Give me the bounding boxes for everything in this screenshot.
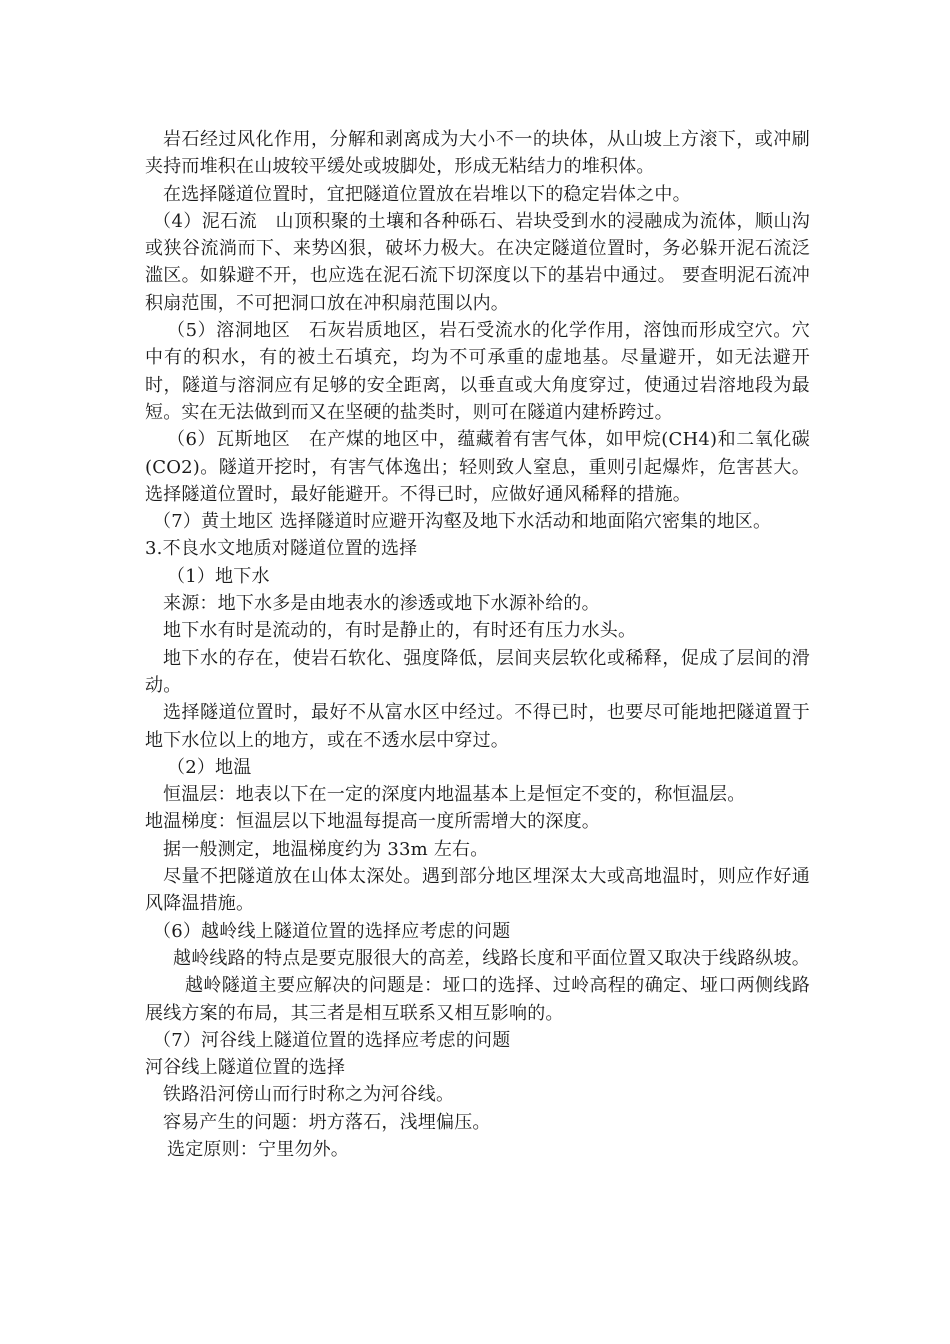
section-heading-hydrogeology: 3.不良水文地质对隧道位置的选择 (145, 538, 418, 560)
document-body (145, 126, 810, 1163)
paragraph-depth-advice: 尽量不把隧道放在山体太深处。遇到部分地区埋深太大或高地温时，则应作好通风降温措施。 (145, 866, 810, 915)
paragraph-rock-weathering: 岩石经过风化作用，分解和剥离成为大小不一的块体，从山坡上方滚下，或冲刷夹持而堆积在山坡较平缓处或坡脚处，形成无粘结力的堆积体。 (145, 129, 810, 178)
subheading-ground-temperature: （2）地温 (167, 756, 252, 778)
subheading-groundwater: （1）地下水 (167, 565, 270, 587)
paragraph-talus-placement: 在选择隧道位置时，宜把隧道位置放在岩堆以下的稳定岩体之中。 (163, 183, 691, 205)
paragraph-groundwater-state: 地下水有时是流动的，有时是静止的，有时还有压力水头。 (163, 620, 637, 642)
paragraph-debris-flow: （4）泥石流 山顶积聚的土壤和各种砾石、岩块受到水的浸融成为流体，顺山沟或狭谷流淌而下、来势凶狠，破坏力极大。在决定隧道位置时，务必躲开泥石流泛滥区。如躲避不开，也应选在泥石流下切深度以下的基岩中通过。 要查明泥石流冲积扇范围，不可把洞口放在冲积扇范围以内。 (145, 210, 810, 314)
paragraph-groundwater-source: 来源：地下水多是由地表水的渗透或地下水源补给的。 (163, 593, 600, 615)
paragraph-constant-temp-layer: 恒温层：地表以下在一定的深度内地温基本上是恒定不变的，称恒温层。 (163, 784, 746, 806)
paragraph-valley-definition: 铁路沿河傍山而行时称之为河谷线。 (163, 1084, 455, 1106)
heading-valley-line: （7）河谷线上隧道位置的选择应考虑的问题 (153, 1029, 511, 1051)
paragraph-groundwater-selection: 选择隧道位置时，最好不从富水区中经过。不得已时，也要尽可能地把隧道置于地下水位以上的地方，或在不透水层中穿过。 (145, 702, 810, 751)
paragraph-karst-cave: （5）溶洞地区 石灰岩质地区，岩石受流水的化学作用，溶蚀而形成空穴。穴中有的积水，有的被土石填充，均为不可承重的虚地基。尽量避开，如无法避开时，隧道与溶洞应有足够的安全距离，以垂直或大角度穿过，使通过岩溶地段为最短。实在无法做到而又在坚硬的盐类时，则可在隧道内建桥跨过。 (145, 320, 810, 423)
paragraph-selection-principle: 选定原则：宁里勿外。 (167, 1138, 349, 1160)
paragraph-loess-area: （7）黄土地区 选择隧道时应避开沟壑及地下水活动和地面陷穴密集的地区。 (153, 511, 772, 533)
paragraph-valley-problems: 容易产生的问题：坍方落石，浅埋偏压。 (163, 1111, 491, 1133)
paragraph-ridge-problems: 越岭隧道主要应解决的问题是：垭口的选择、过岭高程的确定、垭口两侧线路展线方案的布局，其三者是相互联系又相互影响的。 (145, 975, 810, 1024)
paragraph-gradient-measurement: 据一般测定，地温梯度约为 33m 左右。 (163, 838, 489, 860)
paragraph-geothermal-gradient: 地温梯度：恒温层以下地温每提高一度所需增大的深度。 (145, 811, 600, 833)
paragraph-groundwater-effect: 地下水的存在，使岩石软化、强度降低，层间夹层软化或稀释，促成了层间的滑动。 (145, 647, 810, 696)
paragraph-ridge-features: 越岭线路的特点是要克服很大的高差，线路长度和平面位置又取决于线路纵坡。 (173, 947, 810, 969)
subheading-valley-selection: 河谷线上隧道位置的选择 (145, 1057, 346, 1079)
paragraph-gas-area: （6）瓦斯地区 在产煤的地区中，蕴藏着有害气体，如甲烷(CH4)和二氧化碳(CO2)。隧道开挖时，有害气体逸出；轻则致人窒息，重则引起爆炸，危害甚大。选择隧道位置时，最好能避开。不得已时，应做好通风稀释的措施。 (145, 429, 810, 505)
heading-ridge-line: （6）越岭线上隧道位置的选择应考虑的问题 (153, 920, 511, 942)
